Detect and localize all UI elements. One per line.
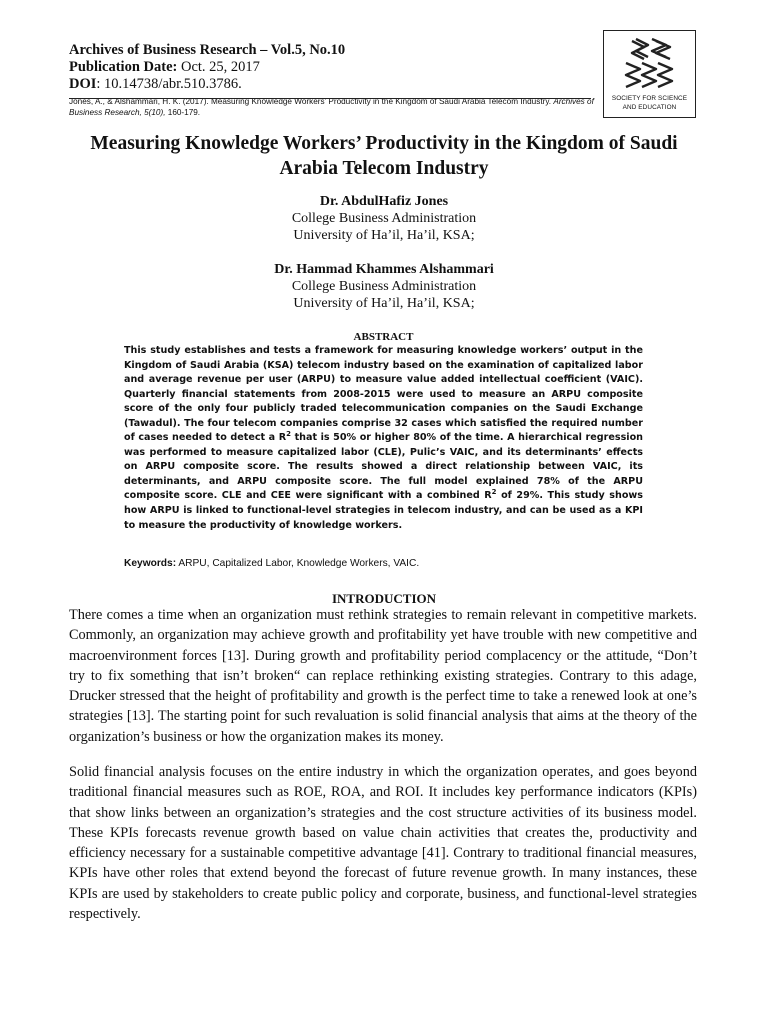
author-affiliation-2: University of Ha’il, Ha’il, KSA; <box>293 296 475 311</box>
author-dept-1: College Business Administration <box>291 211 477 226</box>
introduction-heading: INTRODUCTION <box>331 591 436 606</box>
keywords-value: ARPU, Capitalized Labor, Knowledge Workers, VAIC. <box>176 558 420 569</box>
citation-journal: Archives of Business Research, 5(10), <box>69 97 594 117</box>
sse-logo-icon <box>618 35 682 93</box>
doi-label: DOI <box>69 76 97 92</box>
citation <box>69 96 599 118</box>
abstract-superscript-2: 2 <box>491 488 497 497</box>
abstract-text-1: This study establishes and tests a framework for measuring knowledge workers’ output in the Kingdom of Saudi Arabia (KSA) telecom industry based on the examination of capitalized labor and average revenue per user (ARPU) to measure value added intellectual coefficient (VAIC). Quarterly financial statements from 2008-2015 were used to measure an ARPU composite score of the only four publicly traded telecommunication companies on the Saudi Exchange (Tawadul). The four telecom companies comprise 32 cases which satisfied the required number of cases needed to detect a R <box>124 345 643 444</box>
keywords <box>124 557 419 570</box>
introduction-paragraph-2: Solid financial analysis focuses on the entire industry in which the organization operates, and goes beyond traditional financial measures such as ROE, ROA, and ROI. It includes key performance indicators (KPIs) that show links between an organization’s strategies and the cost structure activities of its business model. These KPIs forecasts revenue growth based on value chain activities that creates the, productivity and efficiency necessary for a sustainable competitive advantage [41]. Contrary to traditional financial measures, KPIs have other roles that extend beyond the forecast of future revenue growth. In many instances, these KPIs are used by stakeholders to create public policy and corporate, business, and functional-level strategies respectively. <box>69 764 697 923</box>
doi-value: : 10.14738/abr.510.3786. <box>96 76 242 92</box>
journal-header <box>69 42 599 118</box>
citation-authors: Jones, A., & Alshammari, H. K. (2017). Measuring Knowledge Workers’ Productivity in the Kingdom of Saudi Arabia Telecom Industry. <box>69 97 554 106</box>
publication-date-value: Oct. 25, 2017 <box>177 59 260 75</box>
logo-line-2: AND EDUCATION <box>622 104 677 111</box>
logo-caption <box>604 94 695 112</box>
keywords-label: Keywords: <box>124 558 177 569</box>
doi <box>69 76 599 93</box>
abstract <box>124 331 643 533</box>
publication-date <box>69 59 599 76</box>
abstract-heading: ABSTRACT <box>353 331 414 343</box>
paper-title: Measuring Knowledge Workers’ Productivity in the Kingdom of Saudi Arabia Telecom Industry <box>90 133 678 179</box>
journal-title: Archives of Business Research – Vol.5, No.10 <box>69 42 346 58</box>
author-block-2 <box>0 261 768 312</box>
abstract-body <box>124 344 643 533</box>
abstract-text-2: that is 50% or higher 80% of the time. A hierarchical regression was performed to measure capitalized labor (CLE), Pulic’s VAIC, and its determinants’ effects on ARPU composite score. The results showed a direct relationship between VAIC, its determinants, and ARPU composite score. The full model explained 78% of the ARPU composite score. CLE and CEE were significant with a combined R <box>124 432 643 502</box>
logo-line-1: SOCIETY FOR SCIENCE <box>611 95 688 102</box>
author-name-2: Dr. Hammad Khammes Alshammari <box>274 262 494 277</box>
publication-date-label: Publication Date: <box>69 59 178 75</box>
abstract-text-3: of 29%. This study shows how ARPU is linked to functional-level strategies in telecom industry, and can be used as a KPI to measure the productivity of knowledge workers. <box>124 490 643 531</box>
author-dept-2: College Business Administration <box>291 279 477 294</box>
abstract-superscript-1: 2 <box>286 430 291 439</box>
society-logo <box>603 30 696 118</box>
author-block-1 <box>0 193 768 244</box>
introduction-paragraph-1: There comes a time when an organization must rethink strategies to remain relevant in competitive markets. Commonly, an organization may achieve growth and profitability yet have trouble with new competitive and macroenvironment forces [13]. During growth and profitability period complacency or the attitude, “Don’t try to fix something that isn’t broken“ can replace rethinking existing strategies. Contrary to this adage, Drucker stressed that the height of profitability and growth is the perfect time to take a renewed look at one’s strategies [13]. The starting point for such revaluation is solid financial analysis that aims at the theory of the organization’s business or how the organization makes its money. <box>69 607 697 745</box>
author-name-1: Dr. AbdulHafiz Jones <box>319 194 449 209</box>
citation-pages: 160-179. <box>165 108 201 117</box>
author-affiliation-1: University of Ha’il, Ha’il, KSA; <box>293 228 475 243</box>
header-divider <box>69 98 591 99</box>
